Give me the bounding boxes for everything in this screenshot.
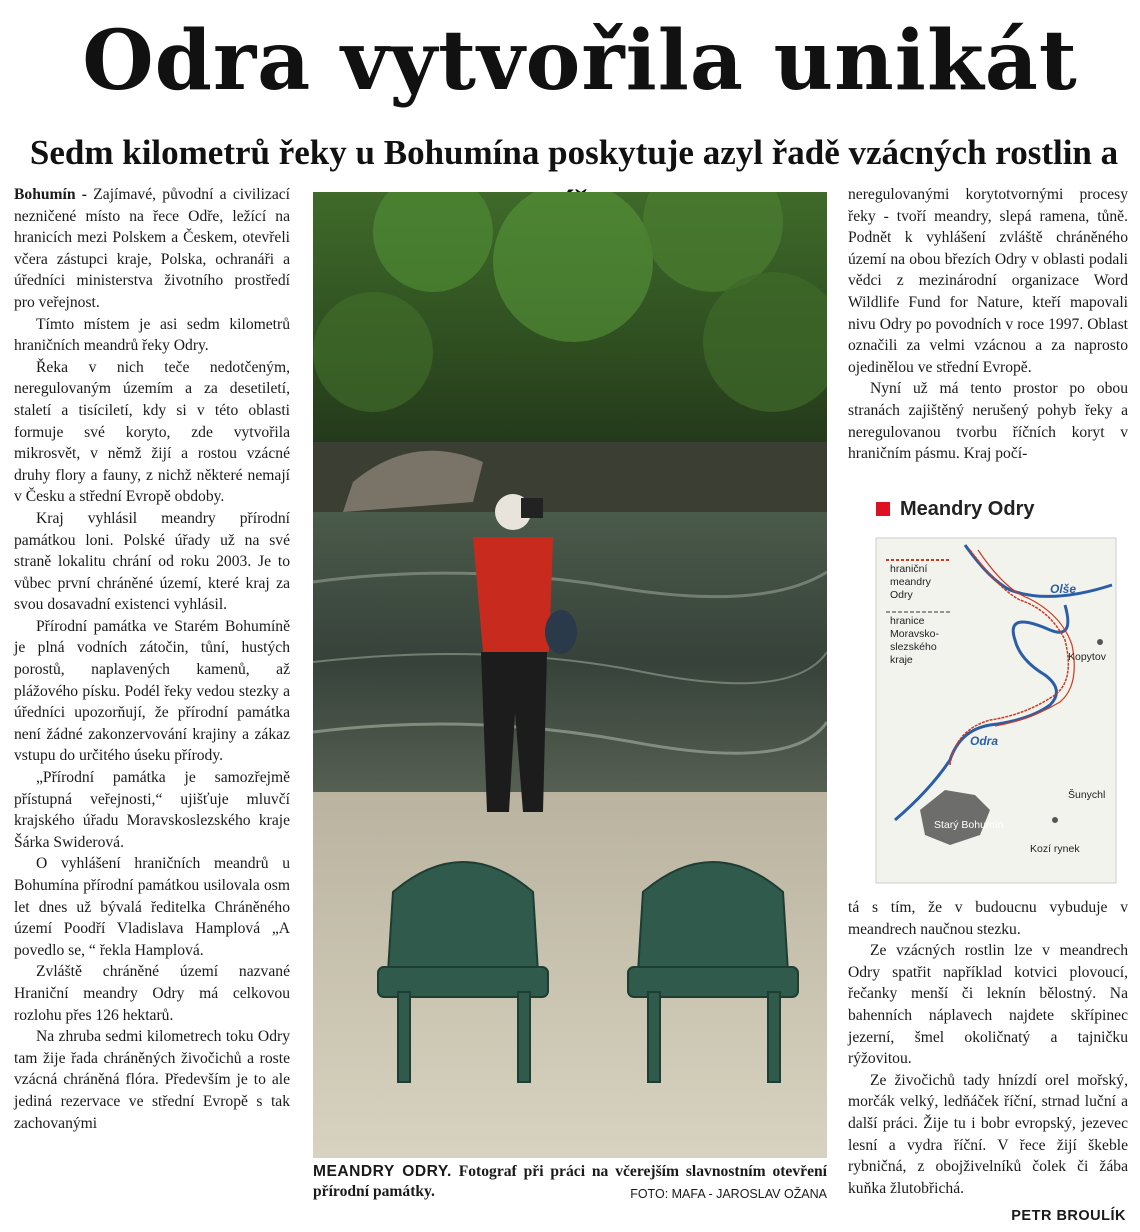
label-kozi-rynek: Kozí rynek <box>1030 843 1080 855</box>
headline: Odra vytvořila unikát <box>82 13 1078 109</box>
subheadline: Sedm kilometrů řeky u Bohumína poskytuje azyl řadě vzácných rostlin a <box>29 133 1119 172</box>
photo-credit: FOTO: MAFA - JAROSLAV OŽANA <box>630 1187 827 1201</box>
paragraph: Ze živočichů tady hnízdí orel mořský, morčák velký, ledňáček říční, strnad luční a další práci. Žije tu i bobr evropský, jezevec lesní a vydra říční. V řece žijí škeble rybničná, z obojživelníků čolek či žába kuňka žlutobřichá. <box>848 1071 1128 1197</box>
paragraph: tá s tím, že v budoucnu vybuduje v meandrech naučnou stezku. <box>848 899 1128 938</box>
dateline: Bohumín - <box>14 186 87 203</box>
legend-meanders-line2: meandry <box>890 576 931 588</box>
legend-border-line1: hranice <box>890 615 925 627</box>
caption-lead: MEANDRY ODRY. <box>313 1163 452 1180</box>
paragraph: Bohumín - Zajímavé, původní a civilizací nezničené místo na řece Odře, ležící na hranicích mezi Polskem a Českem, otevřeli včera zástupci kraje, Polska, ochranáři a úředníci ministerstva životního prostředí pro veřejnost. <box>14 186 290 311</box>
article-column-3-bottom <box>848 897 1128 1199</box>
article-photo <box>313 192 827 1158</box>
label-odra: Odra <box>970 734 999 748</box>
paragraph: Na zhruba sedmi kilometrech toku Odry tam žije řada chráněných živočichů a roste vzácná chráněná flóra. Především je to ale jediná rezervace ve střední Evropě s tak zachovanými <box>14 1028 290 1132</box>
legend-meanders-line3: Odry <box>890 589 913 601</box>
paragraph: Kraj vyhlásil meandry přírodní památkou loni. Polské úřady už na své straně lokalitu chrání od roku 2003. Je to vůbec první chráněné území, které kraj za svou dosavadní existenci vyhlásil. <box>14 509 290 614</box>
label-sunychl: Šunychl <box>1068 789 1106 801</box>
paragraph: O vyhlášení hraničních meandrů u Bohumína přírodní památkou usilovala osm let dnes už bývalá ředitelka Chráněného území Poodří Vladislava Hamplová „A povedlo se, “ řekla Hamplová. <box>14 855 290 959</box>
paragraph: „Přírodní památka je samozřejmě přístupná veřejnosti,“ ujišťuje mluvčí krajského úřadu Moravskoslezského kraje Šárka Swiderová. <box>14 769 290 851</box>
paragraph: Řeka v nich teče nedotčeným, neregulovaným územím a za desetiletí, staletí a tisíciletí, kdy si v této oblasti formuje své koryto, zde vytvořila mikrosvět, v němž žijí a rostou vzácné druhy flory a fauny, z nichž některé nemají v Česku a střední Evropě obdoby. <box>14 358 290 506</box>
caption-text: Fotograf při práci na včerejším slavnostním otevření přírodní památky. <box>313 1163 827 1200</box>
photo-illustration <box>313 192 827 1158</box>
paragraph: Ze vzácných rostlin lze v meandrech Odry spatřit například kotvici plovoucí, řečanky menší či leknín bělostný. Na bahenních náplavech najdete skřípinec jezerní, šmel okoličnatý a tajničku rýžovitou. <box>848 942 1128 1068</box>
author: PETR BROULÍK <box>1011 1208 1126 1224</box>
label-kopytov: Kopytov <box>1068 651 1106 663</box>
label-olse: Olše <box>1050 582 1077 596</box>
paragraph: Přírodní památka ve Starém Bohumíně je plná vodních zátočin, tůní, hustých porostů, naplavených kamenů, až plážového písku. Podél řeky vedou stezky a úředníci upozorňují, že přírodní památka není žádné zakonzervování krajiny a zákaz vstupu do určitého úseku přírody. <box>14 617 290 765</box>
label-stary-bohumin: Starý Bohumín <box>934 819 1004 831</box>
map-box <box>850 490 1130 890</box>
legend-border-line4: kraje <box>890 654 913 666</box>
legend-meanders-line1: hraniční <box>890 563 928 575</box>
paragraph: Zvláště chráněné území nazvané Hraniční meandry Odry má celkovou rozlohu přes 126 hektarů. <box>14 963 290 1024</box>
paragraph: Nyní už má tento prostor po obou stranách zajištěný nerušený pohyb řeky a neregulovanou tvorbu říčních koryt v hraničním pásmu. Kraj počí- <box>848 380 1128 463</box>
article-column-3-top <box>848 184 1128 465</box>
map-illustration <box>850 490 1130 890</box>
map-title: Meandry Odry <box>900 498 1035 520</box>
legend-border-line2: Moravsko- <box>890 628 940 640</box>
legend-border-line3: slezského <box>890 641 937 653</box>
article-column-1 <box>14 184 290 1134</box>
photo-caption <box>313 1162 827 1204</box>
paragraph: Tímto místem je asi sedm kilometrů hraničních meandrů řeky Odry. <box>14 315 290 355</box>
paragraph: neregulovanými korytotvornými procesy řeky - tvoří meandry, slepá ramena, tůně. Podnět k vyhlášení zvláště chráněného území na obou březích Odry v oblasti podali vědci z mezinárodní organizace Word Wildlife Fund for Nature, kteří mapovali nivu Odry po povodních v roce 1997. Oblast označili za velmi vzácnou a za naprosto ojedinělou ve střední Evropě. <box>848 186 1128 376</box>
